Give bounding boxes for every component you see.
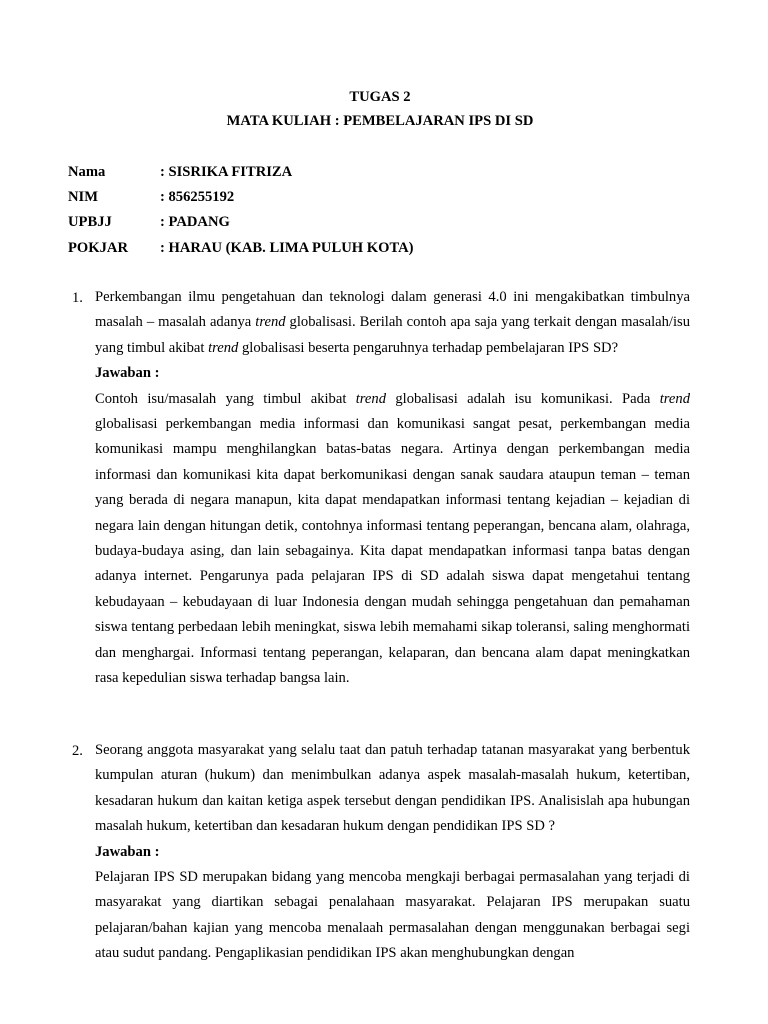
- question-number: 2.: [72, 743, 83, 759]
- identity-value: : SISRIKA FITRIZA: [160, 164, 293, 180]
- question-1-text: Perkembangan ilmu pengetahuan dan teknologi dalam generasi 4.0 ini mengakibatkan timbulnya masalah – masalah adanya trend globalisasi. Berilah contoh apa saja yang terkait dengan masalah/isu yang timbul akibat trend globalisasi beserta pengaruhnya terhadap pembelajaran IPS SD?: [95, 289, 690, 356]
- identity-key: NIM: [68, 189, 98, 205]
- question-2-text: Seorang anggota masyarakat yang selalu taat dan patuh terhadap tatanan masyarakat yang berbentuk kumpulan aturan (hukum) dan menimbulkan adanya aspek masalah-masalah hukum, ketertiban, kesadaran hukum dan kaitan ketiga aspek tersebut dengan pendidikan IPS. Analisislah apa hubungan masalah hukum, ketertiban dan kesadaran hukum dengan pendidikan IPS SD ?: [95, 742, 690, 835]
- identity-row-nim: [68, 188, 234, 206]
- identity-key: POKJAR: [68, 240, 128, 256]
- identity-row-nama: [68, 163, 292, 181]
- identity-value: : HARAU (KAB. LIMA PULUH KOTA): [160, 240, 414, 256]
- identity-key: Nama: [68, 164, 106, 180]
- answer-1-text: Contoh isu/masalah yang timbul akibat trend globalisasi adalah isu komunikasi. Pada trend globalisasi perkembangan media informasi dan komunikasi sangat pesat, perkembangan media komunikasi mampu menghilangkan batas-batas negara. Artinya dengan perkembangan media informasi dan komunikasi kita dapat berkomunikasi dengan sanak saudara ataupun teman – teman yang berada di negara manapun, kita dapat mendapatkan informasi tentang kejadian – kejadian di negara lain dengan hitungan detik, contohnya informasi tentang peperangan, bencana alam, olahraga, budaya-budaya asing, dan lain sebagainya. Kita dapat mendapatkan informasi tanpa batas dengan adanya internet. Pengarunya pada pelajaran IPS di SD adalah siswa dapat mengetahui tentang kebudayaan – kebudayaan di luar Indonesia dengan mudah sehingga pengetahuan dan pemahaman siswa tentang perbedaan lebih meningkat, siswa lebih memahami sikap toleransi, saling menghormati dan menghargai. Informasi tentang peperangan, kelaparan, dan bencana alam dapat meningkatkan rasa kepedulian siswa terhadap bangsa lain.: [95, 390, 690, 687]
- answer-2-text: Pelajaran IPS SD merupakan bidang yang mencoba mengkaji berbagai permasalahan yang terjadi di masyarakat yang diartikan sebagai penalahaan masyarakat. Pelajaran IPS merupakan suatu pelajaran/bahan kajian yang mencoba menalaah permasalahan dengan menggunakan berbagai segi atau sudut pandang. Pengaplikasian pendidikan IPS akan menghubungkan dengan: [95, 869, 690, 962]
- identity-value: : 856255192: [160, 189, 235, 205]
- identity-key: UPBJJ: [68, 214, 112, 230]
- document-title: TUGAS 2: [349, 89, 411, 105]
- question-2-block: [95, 738, 690, 967]
- question-number: 1.: [72, 290, 83, 306]
- document-subtitle: MATA KULIAH : PEMBELAJARAN IPS DI SD: [226, 113, 534, 129]
- answer-label: Jawaban :: [95, 843, 160, 860]
- identity-row-pokjar: [68, 239, 414, 257]
- identity-row-upbjj: [68, 213, 230, 231]
- identity-value: : PADANG: [160, 214, 230, 230]
- question-1-block: [95, 285, 690, 692]
- answer-label: Jawaban :: [95, 365, 160, 382]
